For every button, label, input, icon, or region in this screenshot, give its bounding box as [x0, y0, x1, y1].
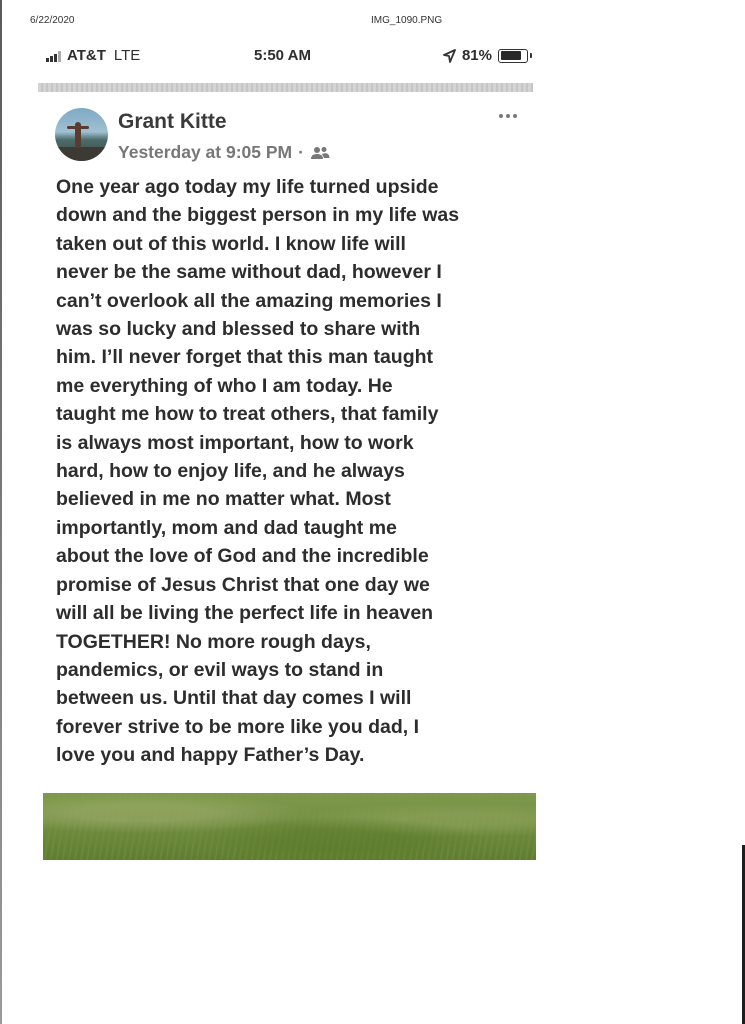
print-filename: IMG_1090.PNG — [371, 15, 443, 26]
post-text-line: him. I’ll never forget that this man taught — [56, 346, 434, 369]
signal-strength-icon — [46, 50, 61, 62]
meta-separator: · — [298, 142, 304, 162]
post-text-line: taken out of this world. I know life will — [56, 232, 406, 255]
post-text-line: between us. Until that day comes I will — [56, 687, 412, 710]
post-text-line: can’t overlook all the amazing memories I — [56, 289, 442, 312]
post-text-line: One year ago today my life turned upside — [56, 176, 439, 198]
post-text-line: pandemics, or evil ways to stand in — [56, 658, 384, 681]
status-left — [46, 47, 140, 64]
post-text-line: hard, how to enjoy life, and he always — [56, 460, 405, 483]
post-text-line: down and the biggest person in my life was — [56, 204, 460, 227]
network-type: LTE — [113, 47, 141, 64]
post-text-line: me everything of who I am today. He — [56, 374, 393, 397]
post-text-line: TOGETHER! No more rough days, — [56, 630, 371, 653]
post-timestamp[interactable]: Yesterday at 9:05 PM — [118, 142, 293, 162]
post-text-line: taught me how to treat others, that family — [56, 403, 439, 426]
avatar[interactable] — [55, 108, 108, 161]
location-arrow-icon — [443, 49, 456, 63]
scan-edge — [0, 0, 2, 1024]
post-text-line: forever strive to be more like you dad, I — [56, 715, 420, 738]
post-text-line: never be the same without dad, however I — [56, 261, 442, 284]
post-text-line: importantly, mom and dad taught me — [56, 516, 397, 539]
post-text-line: will all be living the perfect life in heaven — [56, 602, 434, 625]
carrier-label: AT&T — [67, 47, 106, 64]
friends-icon[interactable] — [310, 146, 330, 160]
author-name[interactable]: Grant Kitte — [118, 110, 227, 133]
status-time: 5:50 AM — [254, 47, 311, 64]
post-text-line: about the love of God and the incredible — [56, 545, 429, 568]
post-photo[interactable] — [43, 793, 536, 860]
post-header — [55, 108, 525, 166]
more-options-icon[interactable] — [499, 114, 517, 118]
battery-percent: 81% — [461, 47, 492, 64]
phone-status-bar — [40, 44, 532, 70]
post-text-line: is always most important, how to work — [56, 431, 414, 454]
nav-divider — [38, 83, 533, 92]
battery-icon — [498, 49, 528, 63]
post-text-line: promise of Jesus Christ that one day we — [56, 573, 430, 596]
post-meta — [118, 142, 330, 163]
print-date: 6/22/2020 — [30, 15, 75, 26]
post-text-line: believed in me no matter what. Most — [56, 488, 391, 511]
status-right — [443, 47, 528, 64]
post-text-line: was so lucky and blessed to share with — [56, 318, 421, 341]
post-text-line: love you and happy Father’s Day. — [56, 744, 365, 767]
battery-fill — [501, 51, 521, 60]
post-text — [56, 173, 536, 770]
